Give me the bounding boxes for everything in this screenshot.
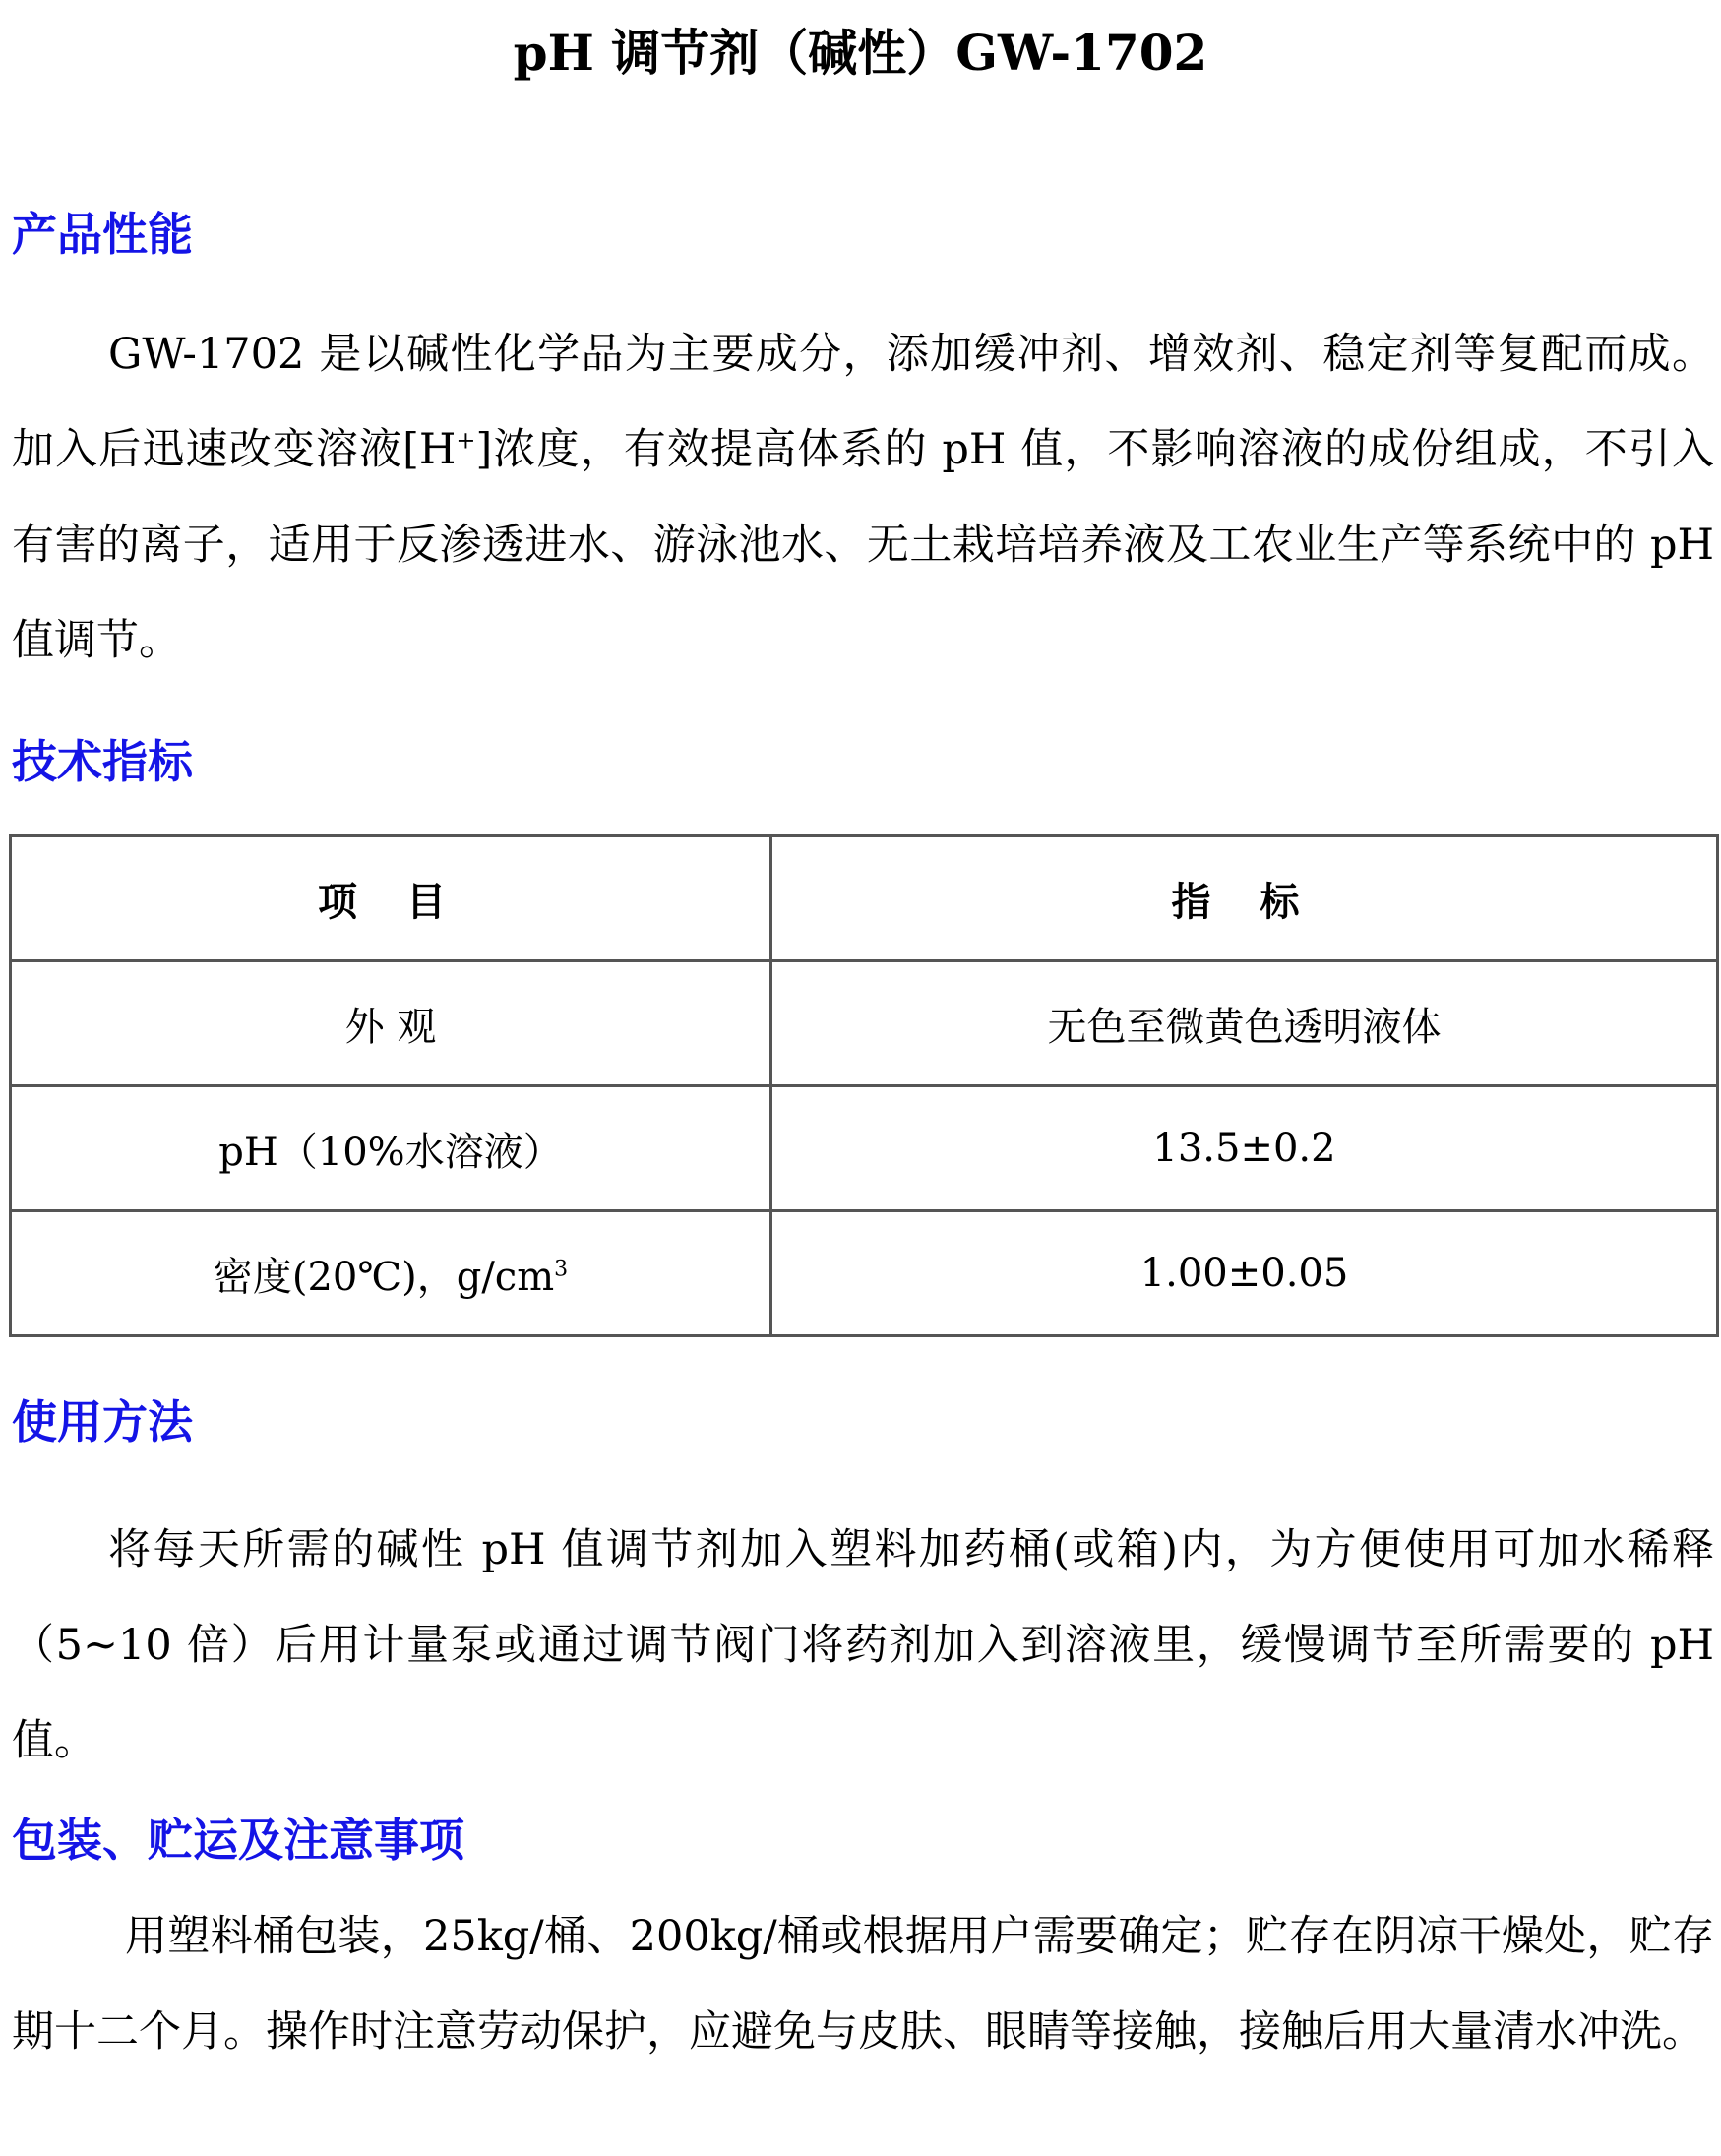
section-heading-performance: 产品性能 xyxy=(12,208,193,261)
table-header-row xyxy=(11,836,1718,961)
hydrogen-ion-superscript: + xyxy=(456,426,476,455)
performance-text-part1: GW-1702 是以碱性化学品为主要成分，添加缓冲剂、增效剂、稳定剂等复配而成。加入后迅速改变溶液[H xyxy=(12,330,1714,474)
table-row xyxy=(11,961,1718,1086)
section-heading-usage: 使用方法 xyxy=(12,1395,193,1448)
table-row xyxy=(11,1211,1718,1336)
section-heading-packaging: 包装、贮运及注意事项 xyxy=(12,1814,464,1867)
cubic-superscript: 3 xyxy=(554,1257,569,1282)
table-header-value: 指 标 xyxy=(771,836,1718,961)
table-row xyxy=(11,1086,1718,1211)
performance-paragraph xyxy=(12,307,1714,689)
table-header-item: 项 目 xyxy=(11,836,771,961)
row-item-density xyxy=(11,1211,771,1336)
packaging-paragraph: 用塑料桶包装，25kg/桶、200kg/桶或根据用户需要确定；贮存在阴凉干燥处，贮存期十二个月。操作时注意劳动保护，应避免与皮肤、眼睛等接触，接触后用大量清水冲洗。 xyxy=(12,1912,1714,2057)
row-item-ph: pH（10%水溶液） xyxy=(11,1086,771,1211)
section-heading-specs: 技术指标 xyxy=(12,735,193,788)
density-label: 密度(20℃)，g/cm xyxy=(213,1254,555,1300)
row-value-appearance: 无色至微黄色透明液体 xyxy=(771,961,1718,1086)
row-value-density: 1.00±0.05 xyxy=(771,1211,1718,1336)
row-item-appearance: 外 观 xyxy=(11,961,771,1086)
performance-text-part2: ]浓度，有效提高体系的 pH 值，不影响溶液的成份组成，不引入有害的离子，适用于反渗透进水、游泳池水、无土栽培培养液及工农业生产等系统中的 pH 值调节。 xyxy=(12,425,1715,665)
document-title: pH 调节剂（碱性）GW-1702 xyxy=(513,24,1208,82)
usage-paragraph: 将每天所需的碱性 pH 值调节剂加入塑料加药桶(或箱)内，为方便使用可加水稀释（5~10 倍）后用计量泵或通过调节阀门将药剂加入到溶液里，缓慢调节至所需要的 pH 值。 xyxy=(12,1525,1714,1765)
row-value-ph: 13.5±0.2 xyxy=(771,1086,1718,1211)
spec-table xyxy=(9,834,1719,1337)
